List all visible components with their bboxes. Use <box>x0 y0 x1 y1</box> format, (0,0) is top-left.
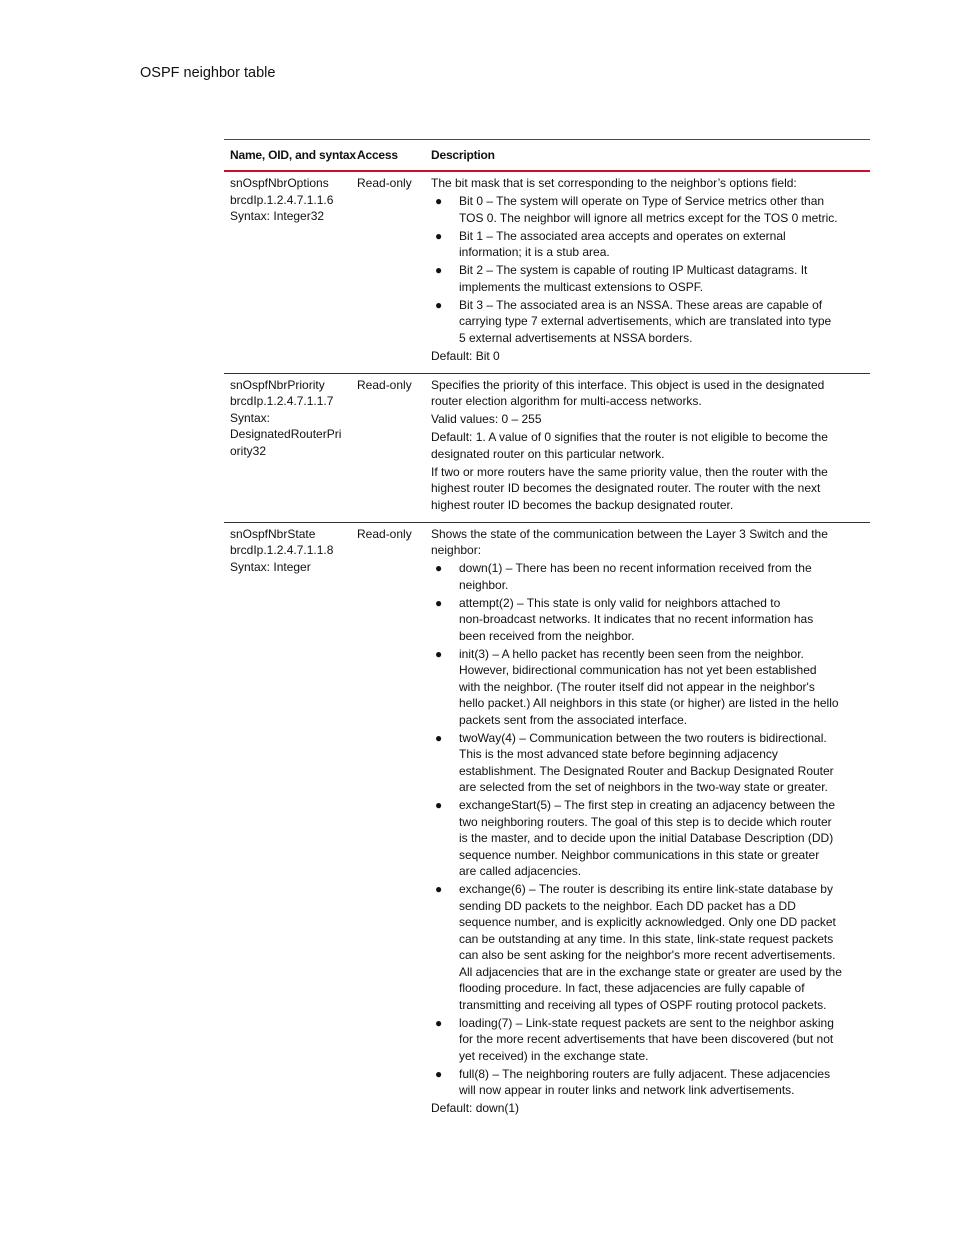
valid-values <box>431 411 864 428</box>
paragraph-line: router election algorithm for multi-access networks. <box>431 394 702 408</box>
bullet-icon: ● <box>435 595 443 610</box>
paragraph-line: Default: 1. A value of 0 signifies that the router is not eligible to become the <box>431 430 828 444</box>
paragraph-line: Shows the state of the communication between the Layer 3 Switch and the <box>431 526 828 541</box>
bullet-text: exchange(6) – The router is describing its entire link-state database by <box>459 882 833 896</box>
bullet-text: exchangeStart(5) – The first step in creating an adjacency between the <box>459 798 836 812</box>
bullet-icon: ● <box>435 263 443 277</box>
object-name: snOspfNbrPriority <box>230 377 325 392</box>
list-item <box>431 797 864 880</box>
paragraph-line: neighbor: <box>431 543 482 557</box>
page-title: OSPF neighbor table <box>140 65 276 81</box>
description-paragraph <box>431 377 864 410</box>
bullet-icon: ● <box>435 730 443 745</box>
bullet-text: non-broadcast networks. It indicates that no recent information has <box>459 612 814 626</box>
object-syntax: Syntax: <box>230 410 271 425</box>
bullet-text: packets sent from the associated interface. <box>459 712 688 727</box>
bullet-text: with the neighbor. (The router itself did not appear in the neighbor's <box>459 679 815 694</box>
bullet-text: attempt(2) – This state is only valid for neighbors attached to <box>459 595 781 610</box>
bullet-text: However, bidirectional communication has not yet been established <box>459 663 817 677</box>
list-item <box>431 228 864 261</box>
bullet-text: sequence number. Neighbor communications in this state or greater <box>459 847 820 862</box>
list-item <box>431 1015 864 1065</box>
name-oid-syntax-cell <box>224 526 357 1119</box>
bullet-text: full(8) – The neighboring routers are fully adjacent. These adjacencies <box>459 1066 831 1081</box>
default-value: Default: down(1) <box>431 1101 520 1115</box>
object-syntax: DesignatedRouterPri <box>230 427 342 441</box>
description-cell <box>431 175 870 366</box>
list-item <box>431 1066 864 1099</box>
column-header-access: Access <box>357 147 398 162</box>
bullet-icon: ● <box>435 194 443 208</box>
bullet-text: sending DD packets to the neighbor. Each DD packet has a DD <box>459 898 796 913</box>
bullet-list <box>431 560 864 1099</box>
bullet-icon: ● <box>435 561 443 575</box>
description-cell <box>431 526 870 1119</box>
table-row <box>224 172 870 374</box>
bullet-text: 5 external advertisements at NSSA borders. <box>459 330 693 345</box>
description-paragraph <box>431 464 864 514</box>
bullet-text: implements the multicast extensions to OSPF. <box>459 279 704 294</box>
bullet-icon: ● <box>435 646 443 661</box>
bullet-text: Bit 3 – The associated area is an NSSA. These areas are capable of <box>459 297 823 312</box>
column-header-name: Name, OID, and syntax <box>230 147 356 162</box>
bullet-icon: ● <box>435 798 443 812</box>
bullet-text: is the master, and to decide upon the initial Database Description (DD) <box>459 831 834 845</box>
bullet-text: Bit 2 – The system is capable of routing IP Multicast datagrams. It <box>459 263 808 277</box>
object-oid: brcdIp.1.2.4.7.1.1.7 <box>230 394 334 408</box>
bullet-text: carrying type 7 external advertisements, which are translated into type <box>459 314 832 328</box>
bullet-text: twoWay(4) – Communication between the two routers is bidirectional. <box>459 730 827 745</box>
bullet-text: will now appear in router links and network link advertisements. <box>459 1083 795 1097</box>
bullet-text: are called adjacencies. <box>459 864 582 878</box>
bullet-text: two neighboring routers. The goal of this step is to decide which router <box>459 814 832 829</box>
list-item <box>431 560 864 593</box>
object-syntax: Syntax: Integer <box>230 559 311 574</box>
bullet-text: been received from the neighbor. <box>459 628 635 643</box>
object-name: snOspfNbrOptions <box>230 176 329 190</box>
bullet-text: transmitting and receiving all types of OSPF routing protocol packets. <box>459 997 827 1012</box>
table-row <box>224 374 870 523</box>
bullet-text: can also be sent asking for the neighbor's more recent advertisements. <box>459 948 836 962</box>
bullet-text: loading(7) – Link-state request packets are sent to the neighbor asking <box>459 1015 834 1030</box>
list-item <box>431 595 864 645</box>
bullet-text: All adjacencies that are in the exchange state or greater are used by the <box>459 964 842 979</box>
access-cell: Read-only <box>357 176 412 190</box>
paragraph-line: If two or more routers have the same priority value, then the router with the <box>431 464 828 479</box>
paragraph-line: Valid values: 0 – 255 <box>431 412 542 426</box>
list-item <box>431 297 864 347</box>
description-cell <box>431 377 870 515</box>
bullet-text: hello packet.) All neighbors in this state (or higher) are listed in the hello <box>459 696 839 710</box>
bullet-icon: ● <box>435 1066 443 1081</box>
bullet-icon: ● <box>435 1015 443 1030</box>
list-item <box>431 730 864 796</box>
object-name: snOspfNbrState <box>230 526 316 541</box>
bullet-text: init(3) – A hello packet has recently been seen from the neighbor. <box>459 646 804 661</box>
description-intro <box>431 526 864 559</box>
bullet-icon: ● <box>435 297 443 312</box>
bullet-text: Bit 0 – The system will operate on Type of Service metrics other than <box>459 194 825 208</box>
object-syntax: ority32 <box>230 443 267 458</box>
bullet-text: can be outstanding at any time. In this state, link-state request packets <box>459 931 834 946</box>
access-cell: Read-only <box>357 526 412 541</box>
column-header-description: Description <box>431 147 495 162</box>
description-intro: The bit mask that is set corresponding to the neighbor’s options field: <box>431 176 797 190</box>
oid-table <box>224 139 870 1125</box>
table-row <box>224 523 870 1126</box>
object-syntax: Syntax: Integer32 <box>230 209 325 223</box>
paragraph-line: designated router on this particular network. <box>431 446 665 461</box>
bullet-text: establishment. The Designated Router and Backup Designated Router <box>459 763 834 778</box>
list-item <box>431 646 864 729</box>
object-oid: brcdIp.1.2.4.7.1.1.8 <box>230 543 334 557</box>
paragraph-line: highest router ID becomes the designated router. The router with the next <box>431 481 821 495</box>
name-oid-syntax-cell <box>224 377 357 515</box>
bullet-text: information; it is a stub area. <box>459 245 610 259</box>
default-value: Default: Bit 0 <box>431 348 500 363</box>
object-oid: brcdIp.1.2.4.7.1.1.6 <box>230 192 334 207</box>
bullet-text: Bit 1 – The associated area accepts and operates on external <box>459 228 786 243</box>
bullet-text: sequence number, and is explicitly acknowledged. Only one DD packet <box>459 915 836 929</box>
bullet-icon: ● <box>435 882 443 896</box>
default-value <box>431 429 864 462</box>
access-cell: Read-only <box>357 377 412 392</box>
table-header-row <box>224 139 870 172</box>
bullet-text: are selected from the set of neighbors in the two-way state or greater. <box>459 780 828 794</box>
bullet-text: down(1) – There has been no recent information received from the <box>459 561 812 575</box>
list-item <box>431 262 864 295</box>
bullet-text: yet received) in the exchange state. <box>459 1048 649 1063</box>
bullet-icon: ● <box>435 228 443 243</box>
bullet-text: TOS 0. The neighbor will ignore all metrics except for the TOS 0 metric. <box>459 210 838 225</box>
name-oid-syntax-cell <box>224 175 357 366</box>
paragraph-line: Specifies the priority of this interface. This object is used in the designated <box>431 377 825 392</box>
paragraph-line: highest router ID becomes the backup designated router. <box>431 497 734 512</box>
bullet-text: This is the most advanced state before beginning adjacency <box>459 747 778 761</box>
bullet-text: neighbor. <box>459 577 509 592</box>
bullet-text: for the more recent advertisements that have been discovered (but not <box>459 1032 834 1046</box>
bullet-list <box>431 193 864 346</box>
list-item <box>431 193 864 226</box>
bullet-text: flooding procedure. In fact, these adjacencies are fully capable of <box>459 981 805 995</box>
list-item <box>431 881 864 1013</box>
